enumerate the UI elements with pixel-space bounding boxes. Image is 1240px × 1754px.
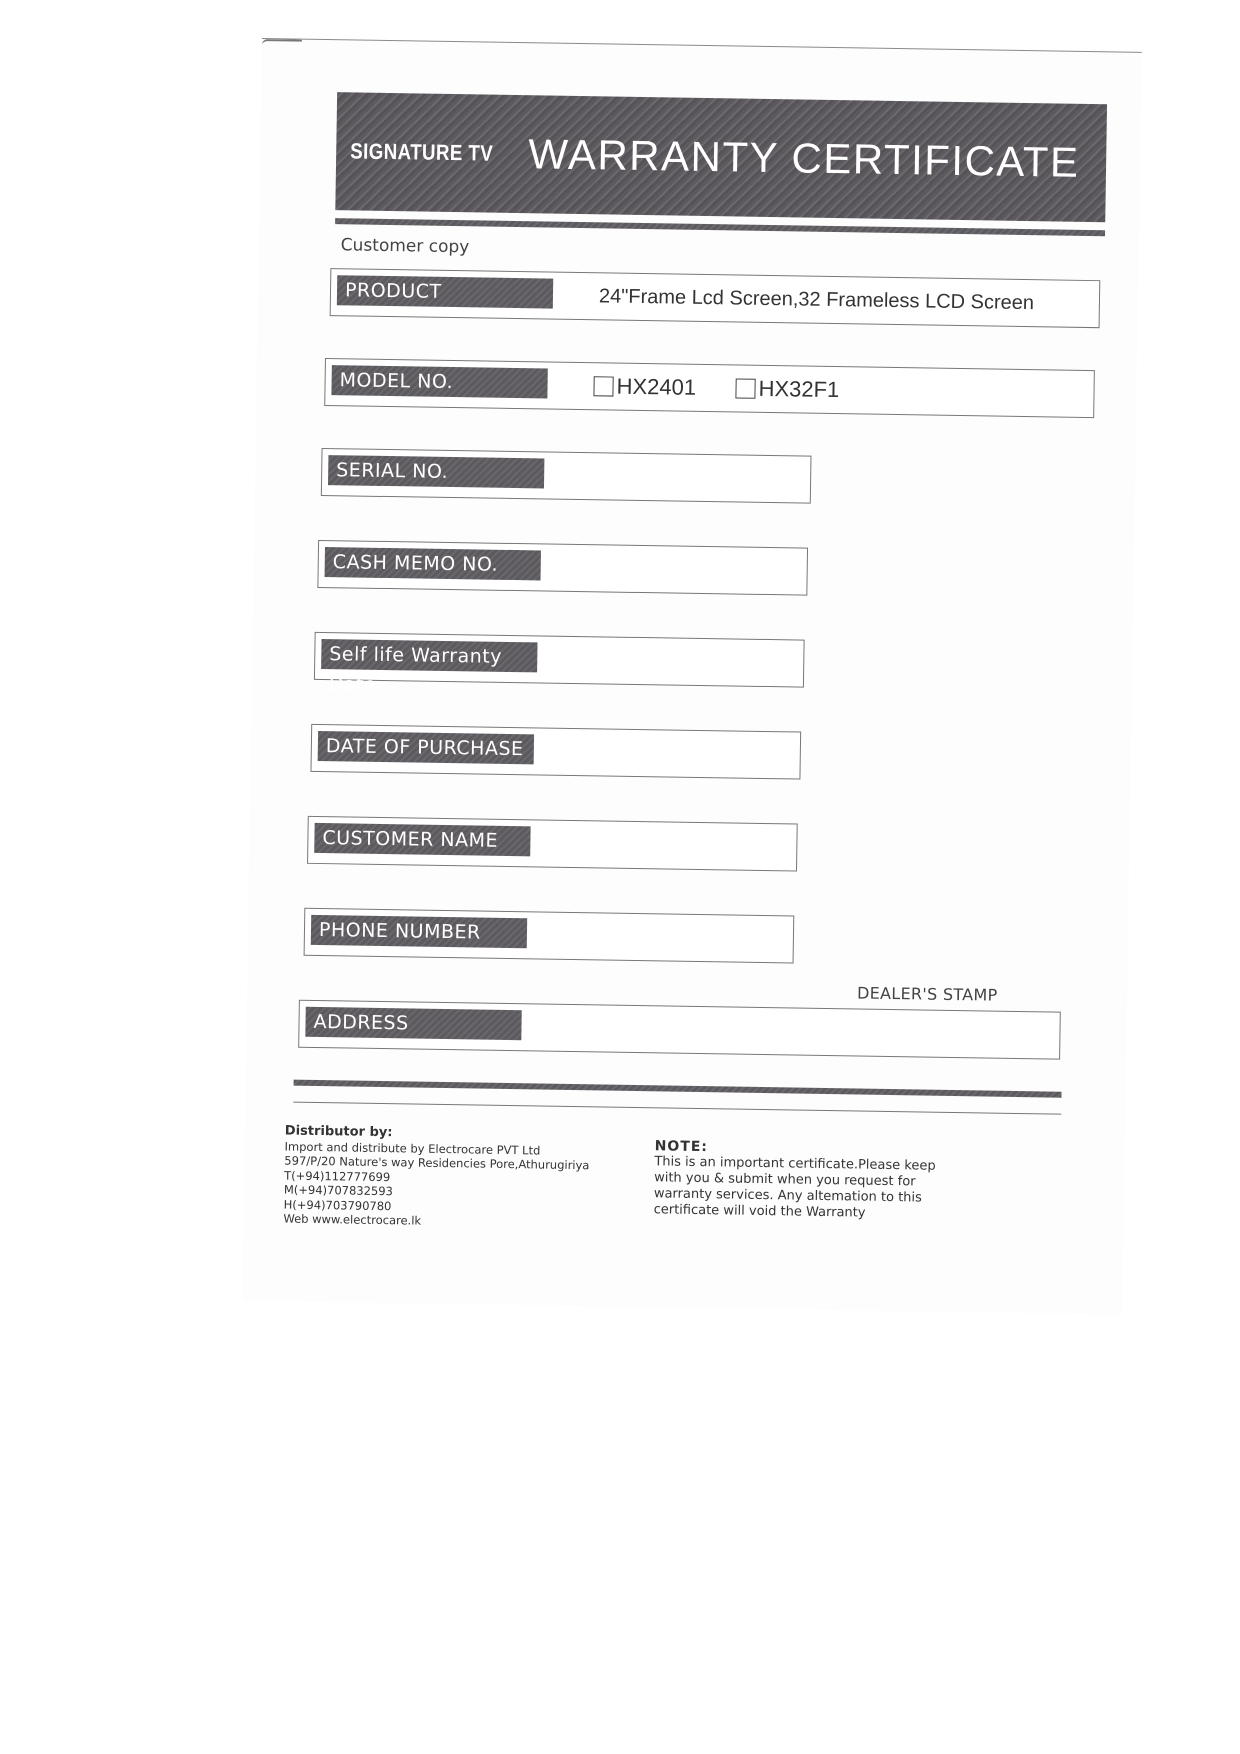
- checkbox[interactable]: [593, 376, 613, 396]
- copy-label: Customer copy: [340, 235, 470, 258]
- distributor-heading: Distributor by:: [284, 1123, 393, 1141]
- address-label: ADDRESS: [305, 1007, 521, 1040]
- note-heading: NOTE:: [654, 1138, 709, 1156]
- warranty-date-field[interactable]: [314, 632, 805, 696]
- model-option-hx2401[interactable]: [593, 373, 696, 401]
- phone-number-field[interactable]: [304, 908, 795, 964]
- model-option-label: HX32F1: [758, 375, 840, 403]
- product-value: 24"Frame Lcd Screen,32 Frameless LCD Screen: [598, 285, 1035, 315]
- serial-number-label: SERIAL NO.: [328, 455, 544, 488]
- footer-divider-thin: [293, 1102, 1061, 1115]
- distributor-phone-h: H(+94)703790780: [283, 1196, 392, 1213]
- product-label: PRODUCT: [337, 275, 553, 308]
- distributor-address: 597/P/20 Nature's way Residencies Pore,Athurugiriya: [284, 1153, 590, 1173]
- page-title: WARRANTY CERTIFICATE: [528, 130, 1080, 186]
- header-banner: [335, 92, 1107, 222]
- distributor-info: [283, 1124, 590, 1230]
- checkbox[interactable]: [735, 378, 755, 398]
- distributor-phone-t: T(+94)112777699: [284, 1167, 391, 1184]
- product-field[interactable]: [330, 268, 1101, 328]
- model-label: MODEL NO.: [331, 365, 547, 398]
- brand-logo: SIGNATURE TV: [350, 138, 494, 166]
- note-text: This is an important certificate.Please keep with you & submit when you request for warranty services. Any altemation to this certificate will void the Warranty: [653, 1154, 936, 1221]
- address-field[interactable]: [298, 1000, 1061, 1060]
- purchase-date-label: DATE OF PURCHASE: [318, 731, 534, 764]
- cash-memo-label: CASH MEMO NO.: [325, 547, 541, 580]
- dealer-stamp-label: DEALER'S STAMP: [856, 983, 998, 1005]
- note-block: [654, 1138, 945, 1223]
- distributor-line: Import and distribute by Electrocare PVT Ltd: [284, 1138, 541, 1158]
- header-divider: [335, 218, 1105, 236]
- model-field: [324, 358, 1095, 418]
- warranty-date-label: Self life Warranty Date: [321, 639, 537, 672]
- serial-number-field[interactable]: [321, 448, 812, 504]
- warranty-certificate-page: [242, 38, 1142, 1315]
- paper-fold: [262, 39, 302, 54]
- distributor-web: Web www.electrocare.lk: [283, 1211, 422, 1228]
- phone-number-label: PHONE NUMBER: [311, 915, 527, 948]
- customer-name-label: CUSTOMER NAME: [314, 823, 530, 856]
- footer-divider: [294, 1080, 1062, 1098]
- model-option-hx32f1[interactable]: [735, 375, 839, 403]
- cash-memo-field[interactable]: [317, 540, 808, 596]
- customer-name-field[interactable]: [307, 816, 798, 872]
- purchase-date-field[interactable]: [310, 724, 801, 780]
- distributor-phone-m: M(+94)707832593: [283, 1182, 394, 1199]
- model-option-label: HX2401: [616, 373, 697, 400]
